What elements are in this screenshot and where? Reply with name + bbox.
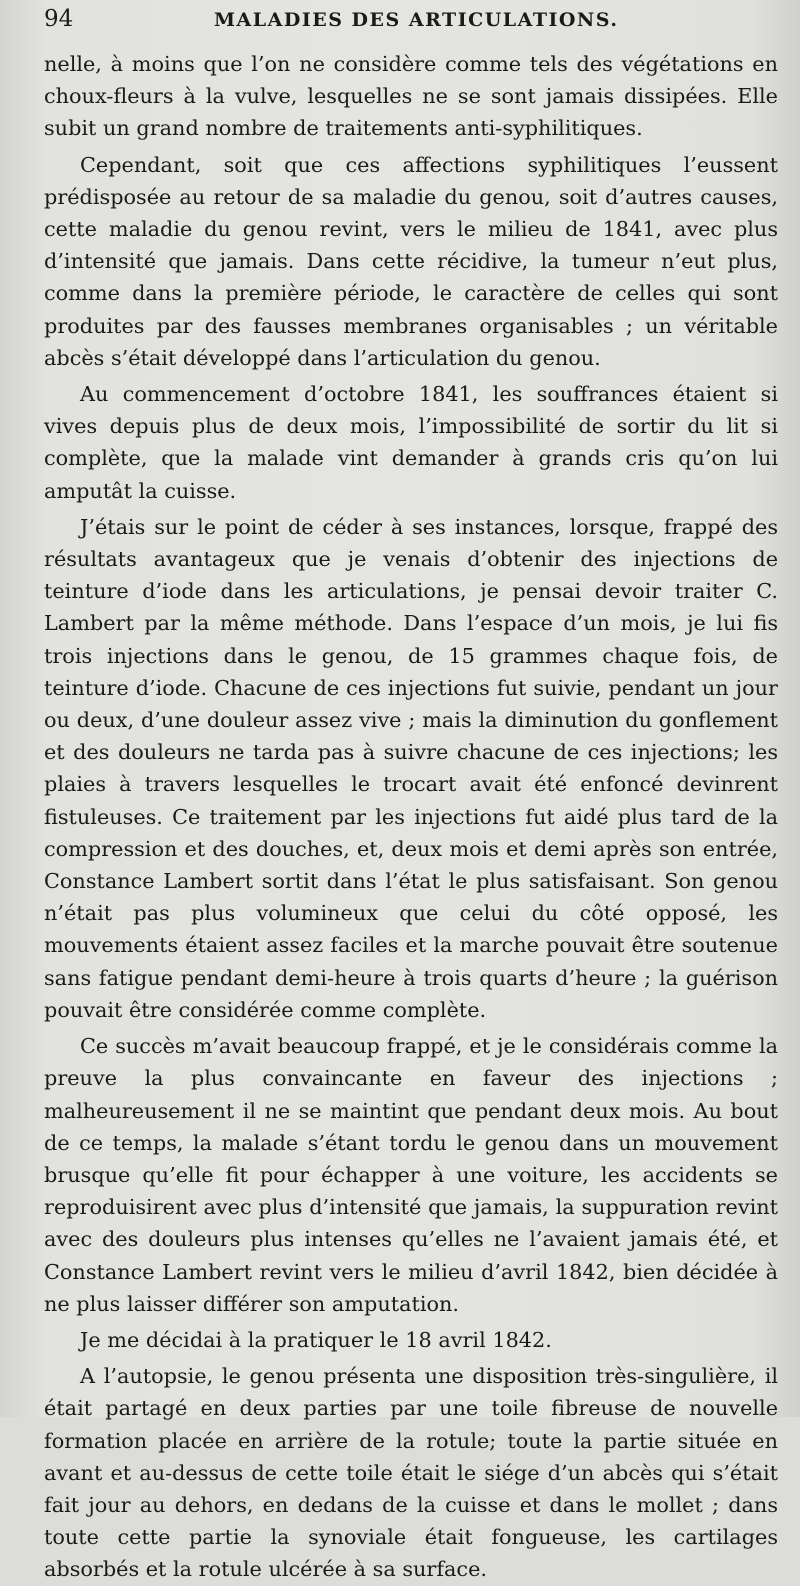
paragraph: Je me décidai à la pratiquer le 18 avril 1842. [80,1327,552,1352]
paragraph: Ce succès m’avait beaucoup frappé, et je le considérais comme la preuve la plus convaincante en faveur des injections ; malheureusement il ne se maintint que pendant deux mois. Au bout de ce temps, la malade s’étant tordu le genou dans un mouvement brusque qu’elle fit pour échapper à une voiture, les accidents se reproduisirent avec plus d’intensité que jamais, la suppuration revint avec des douleurs plus intenses qu’elles ne l’avaient jamais été, et Constance Lambert revint vers le milieu d’avril 1842, bien décidée à ne plus laisser différer son amputation. [44,1034,778,1316]
body-text [44,48,778,1586]
paragraph: Au commencement d’octobre 1841, les souffrances étaient si vives depuis plus de deux mois, l’impossibilité de sortir du lit si complète, que la malade vint demander à grands cris qu’on lui amputât la cuisse. [44,382,778,503]
page-header [44,6,778,40]
running-head: MALADIES DES ARTICULATIONS. [214,9,619,31]
paragraph: A l’autopsie, le genou présenta une disposition très-singulière, il était partagé en deux parties par une toile fibreuse de nouvelle formation placée en arrière de la rotule; toute la partie située en avant et au-dessus de cette toile était le siége d’un abcès qui s’était fait jour au dehors, en dedans de la cuisse et dans le mollet ; dans toute cette partie la synoviale était fongueuse, les cartilages absorbés et la rotule ulcérée à sa surface. [44,1364,778,1582]
paragraph: J’étais sur le point de céder à ses instances, lorsque, frappé des résultats avantageux que je venais d’obtenir des injections de teinture d’iode dans les articulations, je pensai devoir traiter C. Lambert par la même méthode. Dans l’espace d’un mois, je lui fis trois injections dans le genou, de 15 grammes chaque fois, de teinture d’iode. Chacune de ces injections fut suivie, pendant un jour ou deux, d’une douleur assez vive ; mais la diminution du gonflement et des douleurs ne tarda pas à suivre chacune de ces injections; les plaies à travers lesquelles le trocart avait été enfoncé devinrent fistuleuses. Ce traitement par les injections fut aidé plus tard de la compression et des douches, et, deux mois et demi après son entrée, Constance Lambert sortit dans l’état le plus satisfaisant. Son genou n’était pas plus volumineux que celui du côté opposé, les mouvements étaient assez faciles et la marche pouvait être soutenue sans fatigue pendant demi-heure à trois quarts d’heure ; la guérison pouvait être considérée comme complète. [44,514,778,1022]
paragraph: Cependant, soit que ces affections syphilitiques l’eussent prédisposée au retour de sa maladie du genou, soit d’autres causes, cette maladie du genou revint, vers le milieu de 1841, avec plus d’intensité que jamais. Dans cette récidive, la tumeur n’eut plus, comme dans la première période, le caractère de celles qui sont produites par des fausses membranes organisables ; un véritable abcès s’était développé dans l’articulation du genou. [44,152,778,370]
page-number: 94 [44,6,74,32]
paragraph-continuation: nelle, à moins que l’on ne considère comme tels des végétations en choux-fleurs à la vulve, lesquelles ne se sont jamais dissipées. Elle subit un grand nombre de traitements anti-syphilitiques. [44,52,778,141]
